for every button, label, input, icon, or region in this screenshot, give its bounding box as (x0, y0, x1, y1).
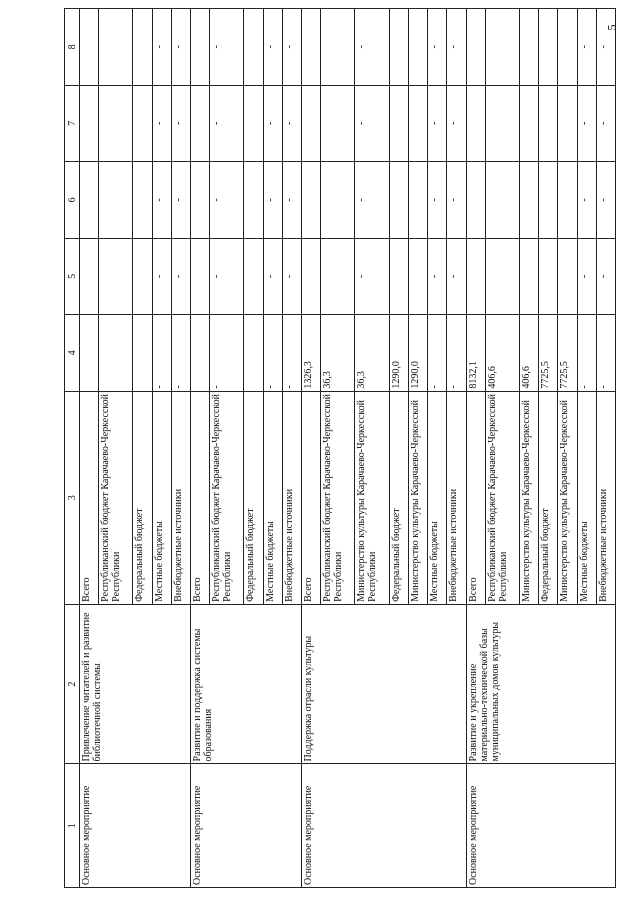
value-cell-5: - (210, 238, 244, 315)
value-cell-7: - (152, 85, 171, 162)
funding-source-cell: Всего (80, 391, 99, 604)
value-cell-5 (558, 238, 577, 315)
value-cell-7 (80, 85, 99, 162)
funding-source-cell: Федеральный бюджет (389, 391, 408, 604)
funding-source-cell: Внебюджетные источники (596, 391, 615, 604)
value-cell-8 (302, 9, 321, 86)
value-cell-4: 36,3 (355, 315, 389, 392)
value-cell-6: - (577, 162, 596, 239)
value-cell-5 (321, 238, 355, 315)
value-cell-4: 7725,5 (558, 315, 577, 392)
value-cell-7 (466, 85, 485, 162)
value-cell-4: - (282, 315, 301, 392)
value-cell-4 (244, 315, 263, 392)
table-row (191, 9, 210, 888)
activity-name-cell: Поддержка отрасли культуры (302, 604, 466, 764)
value-cell-8 (389, 9, 408, 86)
funding-source-cell: Местные бюджеты (428, 391, 447, 604)
header-cell: 6 (65, 162, 80, 239)
value-cell-6 (244, 162, 263, 239)
value-cell-5 (191, 238, 210, 315)
value-cell-5: - (355, 238, 389, 315)
value-cell-4: - (210, 315, 244, 392)
value-cell-8 (466, 9, 485, 86)
budget-table (64, 8, 616, 888)
value-cell-5: - (577, 238, 596, 315)
value-cell-5 (244, 238, 263, 315)
value-cell-4: 406,6 (519, 315, 538, 392)
value-cell-6 (519, 162, 538, 239)
value-cell-7: - (171, 85, 190, 162)
value-cell-7 (539, 85, 558, 162)
funding-source-cell: Местные бюджеты (263, 391, 282, 604)
page-number: 5 (604, 24, 619, 31)
value-cell-5 (133, 238, 152, 315)
value-cell-4 (133, 315, 152, 392)
funding-source-cell: Республиканский бюджет Карачаево-Черкесской Республики (210, 391, 244, 604)
value-cell-4: 7725,5 (539, 315, 558, 392)
value-cell-8: - (282, 9, 301, 86)
table-row (302, 9, 321, 888)
value-cell-4: - (428, 315, 447, 392)
value-cell-8 (321, 9, 355, 86)
funding-source-cell: Всего (191, 391, 210, 604)
value-cell-8 (191, 9, 210, 86)
activity-type-cell: Основное мероприятие (80, 764, 191, 888)
value-cell-7 (558, 85, 577, 162)
value-cell-6 (99, 162, 133, 239)
value-cell-5: - (152, 238, 171, 315)
activity-type-cell: Основное мероприятие (302, 764, 466, 888)
value-cell-5: - (171, 238, 190, 315)
value-cell-7 (99, 85, 133, 162)
value-cell-6: - (596, 162, 615, 239)
value-cell-5: - (282, 238, 301, 315)
value-cell-5 (99, 238, 133, 315)
value-cell-7 (408, 85, 427, 162)
value-cell-5 (466, 238, 485, 315)
value-cell-8: - (263, 9, 282, 86)
value-cell-4: 1290,0 (389, 315, 408, 392)
value-cell-8 (558, 9, 577, 86)
activity-type-cell: Основное мероприятие (191, 764, 302, 888)
value-cell-6: - (152, 162, 171, 239)
value-cell-4: 406,6 (485, 315, 519, 392)
funding-source-cell: Министерство культуры Карачаево-Черкесской (558, 391, 577, 604)
value-cell-5 (485, 238, 519, 315)
value-cell-6 (408, 162, 427, 239)
funding-source-cell: Федеральный бюджет (244, 391, 263, 604)
value-cell-8: - (152, 9, 171, 86)
value-cell-4: 36,3 (321, 315, 355, 392)
activity-name-cell: Развитие и укрепление материально-технической базы муниципальных домов культуры (466, 604, 616, 764)
value-cell-6: - (355, 162, 389, 239)
value-cell-7 (244, 85, 263, 162)
value-cell-8: - (596, 9, 615, 86)
funding-source-cell: Внебюджетные источники (171, 391, 190, 604)
header-cell: 8 (65, 9, 80, 86)
header-cell: 3 (65, 391, 80, 604)
header-cell: 4 (65, 315, 80, 392)
header-cell: 5 (65, 238, 80, 315)
value-cell-7 (389, 85, 408, 162)
value-cell-7 (321, 85, 355, 162)
funding-source-cell: Внебюджетные источники (447, 391, 466, 604)
funding-source-cell: Республиканский бюджет Карачаево-Черкесской Республики (321, 391, 355, 604)
value-cell-4 (80, 315, 99, 392)
value-cell-4: - (171, 315, 190, 392)
table-body (80, 9, 616, 888)
value-cell-4 (99, 315, 133, 392)
value-cell-7 (302, 85, 321, 162)
value-cell-5 (389, 238, 408, 315)
value-cell-4 (191, 315, 210, 392)
value-cell-6 (485, 162, 519, 239)
value-cell-7: - (428, 85, 447, 162)
value-cell-7 (519, 85, 538, 162)
value-cell-5 (302, 238, 321, 315)
value-cell-7: - (282, 85, 301, 162)
value-cell-6 (539, 162, 558, 239)
value-cell-5: - (596, 238, 615, 315)
value-cell-8 (485, 9, 519, 86)
value-cell-7: - (596, 85, 615, 162)
value-cell-7: - (263, 85, 282, 162)
funding-source-cell: Федеральный бюджет (539, 391, 558, 604)
header-cell: 2 (65, 604, 80, 764)
value-cell-4: - (447, 315, 466, 392)
value-cell-6: - (210, 162, 244, 239)
value-cell-8: - (355, 9, 389, 86)
value-cell-6 (558, 162, 577, 239)
activity-name-cell: Привлечение читателей и развитие библиотечной системы (80, 604, 191, 764)
value-cell-8 (408, 9, 427, 86)
value-cell-6 (191, 162, 210, 239)
value-cell-6 (302, 162, 321, 239)
value-cell-5: - (428, 238, 447, 315)
header-cell: 1 (65, 764, 80, 888)
value-cell-6 (466, 162, 485, 239)
value-cell-6 (389, 162, 408, 239)
funding-source-cell: Министерство культуры Карачаево-Черкесской Республики (355, 391, 389, 604)
value-cell-8: - (171, 9, 190, 86)
funding-source-cell: Всего (466, 391, 485, 604)
value-cell-8 (133, 9, 152, 86)
funding-source-cell: Республиканский бюджет Карачаево-Черкесской Республики (99, 391, 133, 604)
value-cell-4: - (577, 315, 596, 392)
header-row (65, 9, 80, 888)
rotated-table-container (64, 8, 616, 888)
value-cell-8 (539, 9, 558, 86)
value-cell-8: - (577, 9, 596, 86)
table-row (80, 9, 99, 888)
value-cell-5 (539, 238, 558, 315)
value-cell-8 (80, 9, 99, 86)
value-cell-6: - (282, 162, 301, 239)
value-cell-7: - (210, 85, 244, 162)
value-cell-6: - (263, 162, 282, 239)
funding-source-cell: Местные бюджеты (152, 391, 171, 604)
funding-source-cell: Министерство культуры Карачаево-Черкесской (408, 391, 427, 604)
value-cell-8 (519, 9, 538, 86)
value-cell-4: 8132,1 (466, 315, 485, 392)
value-cell-4: 1326,3 (302, 315, 321, 392)
value-cell-8: - (210, 9, 244, 86)
funding-source-cell: Министерство культуры Карачаево-Черкесской (519, 391, 538, 604)
activity-type-cell: Основное мероприятие (466, 764, 616, 888)
value-cell-7: - (577, 85, 596, 162)
value-cell-5: - (263, 238, 282, 315)
value-cell-5: - (447, 238, 466, 315)
value-cell-4: - (263, 315, 282, 392)
value-cell-6: - (171, 162, 190, 239)
value-cell-6: - (428, 162, 447, 239)
value-cell-8: - (447, 9, 466, 86)
value-cell-8: - (428, 9, 447, 86)
value-cell-6 (321, 162, 355, 239)
value-cell-7 (191, 85, 210, 162)
header-cell: 7 (65, 85, 80, 162)
funding-source-cell: Местные бюджеты (577, 391, 596, 604)
value-cell-5 (80, 238, 99, 315)
funding-source-cell: Республиканский бюджет Карачаево-Черкесской Республики (485, 391, 519, 604)
funding-source-cell: Внебюджетные источники (282, 391, 301, 604)
value-cell-4: - (596, 315, 615, 392)
value-cell-4: 1290,0 (408, 315, 427, 392)
value-cell-7 (485, 85, 519, 162)
value-cell-6 (80, 162, 99, 239)
value-cell-8 (244, 9, 263, 86)
funding-source-cell: Федеральный бюджет (133, 391, 152, 604)
activity-name-cell: Развитие и поддержка системы образования (191, 604, 302, 764)
value-cell-5 (519, 238, 538, 315)
funding-source-cell: Всего (302, 391, 321, 604)
value-cell-6 (133, 162, 152, 239)
value-cell-8 (99, 9, 133, 86)
value-cell-7 (133, 85, 152, 162)
value-cell-6: - (447, 162, 466, 239)
table-row (466, 9, 485, 888)
value-cell-7: - (447, 85, 466, 162)
value-cell-5 (408, 238, 427, 315)
value-cell-4: - (152, 315, 171, 392)
value-cell-7: - (355, 85, 389, 162)
